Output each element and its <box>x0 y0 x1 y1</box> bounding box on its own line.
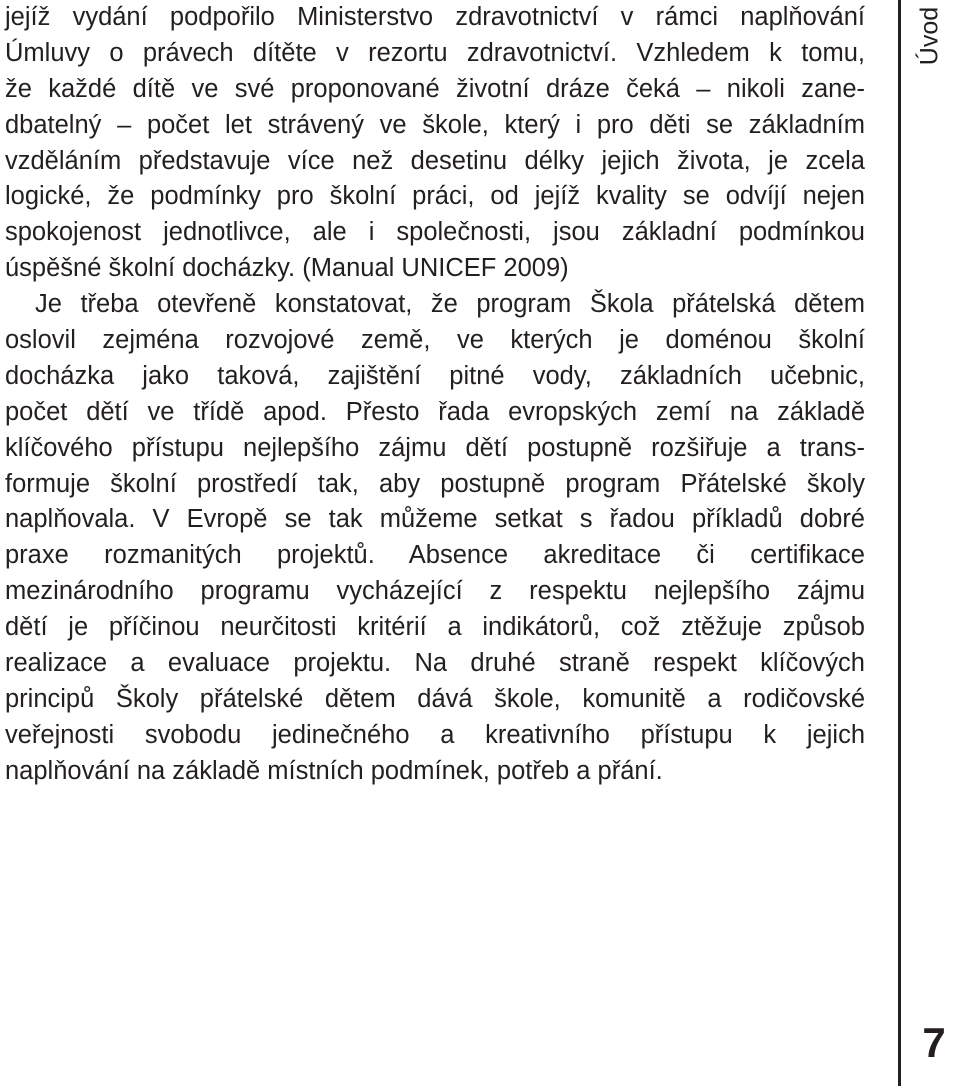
text-line: logické, že podmínky pro školní práci, od jejíž kvality se odvíjí nejen <box>5 182 865 211</box>
text-line: Je třeba otevřeně konstatovat, že program Škola přátelská dětem <box>35 290 865 319</box>
text-line: realizace a evaluace projektu. Na druhé straně respekt klíčových <box>5 649 865 678</box>
text-line: oslovil zejména rozvojové země, ve kterých je doménou školní <box>5 326 865 355</box>
text-line: Úmluvy o právech dítěte v rezortu zdravotnictví. Vzhledem k tomu, <box>5 38 865 67</box>
text-line: formuje školní prostředí tak, aby postupně program Přátelské školy <box>5 469 865 498</box>
text-line: že každé dítě ve své proponované životní dráze čeká – nikoli zane- <box>5 74 865 103</box>
text-line: dětí je příčinou neurčitosti kritérií a indikátorů, což ztěžuje způsob <box>5 613 865 642</box>
text-line: mezinárodního programu vycházející z respektu nejlepšího zájmu <box>5 577 865 606</box>
text-line: vzděláním představuje více než desetinu délky jejich života, je zcela <box>5 146 865 175</box>
text-line: naplňovala. V Evropě se tak můžeme setkat s řadou příkladů dobré <box>5 505 865 534</box>
text-line: dbatelný – počet let strávený ve škole, který i pro děti se základním <box>5 110 865 139</box>
text-line: počet dětí ve třídě apod. Přesto řada evropských zemí na základě <box>5 397 865 426</box>
text-line: klíčového přístupu nejlepšího zájmu dětí postupně rozšiřuje a trans- <box>5 433 865 462</box>
text-line: úspěšné školní docházky. (Manual UNICEF 2009) <box>5 254 569 283</box>
text-line: naplňování na základě místních podmínek, potřeb a přání. <box>5 756 663 785</box>
chapter-label-text: Úvod <box>915 6 944 66</box>
text-line: praxe rozmanitých projektů. Absence akreditace či certifikace <box>5 541 865 570</box>
paragraph-2 <box>5 287 865 789</box>
text-line: veřejnosti svobodu jedinečného a kreativního přístupu k jejich <box>5 720 865 749</box>
body-text <box>5 0 865 790</box>
text-line: jejíž vydání podpořilo Ministerstvo zdravotnictví v rámci naplňování <box>5 3 865 31</box>
paragraph-1 <box>5 0 865 287</box>
margin-rule <box>898 0 901 1086</box>
text-line: spokojenost jednotlivce, ale i společnosti, jsou základní podmínkou <box>5 218 865 247</box>
text-line: principů Školy přátelské dětem dává škole, komunitě a rodičovské <box>5 684 865 713</box>
text-line: docházka jako taková, zajištění pitné vody, základních učebnic, <box>5 361 865 390</box>
page-number: 7 <box>922 1019 946 1066</box>
